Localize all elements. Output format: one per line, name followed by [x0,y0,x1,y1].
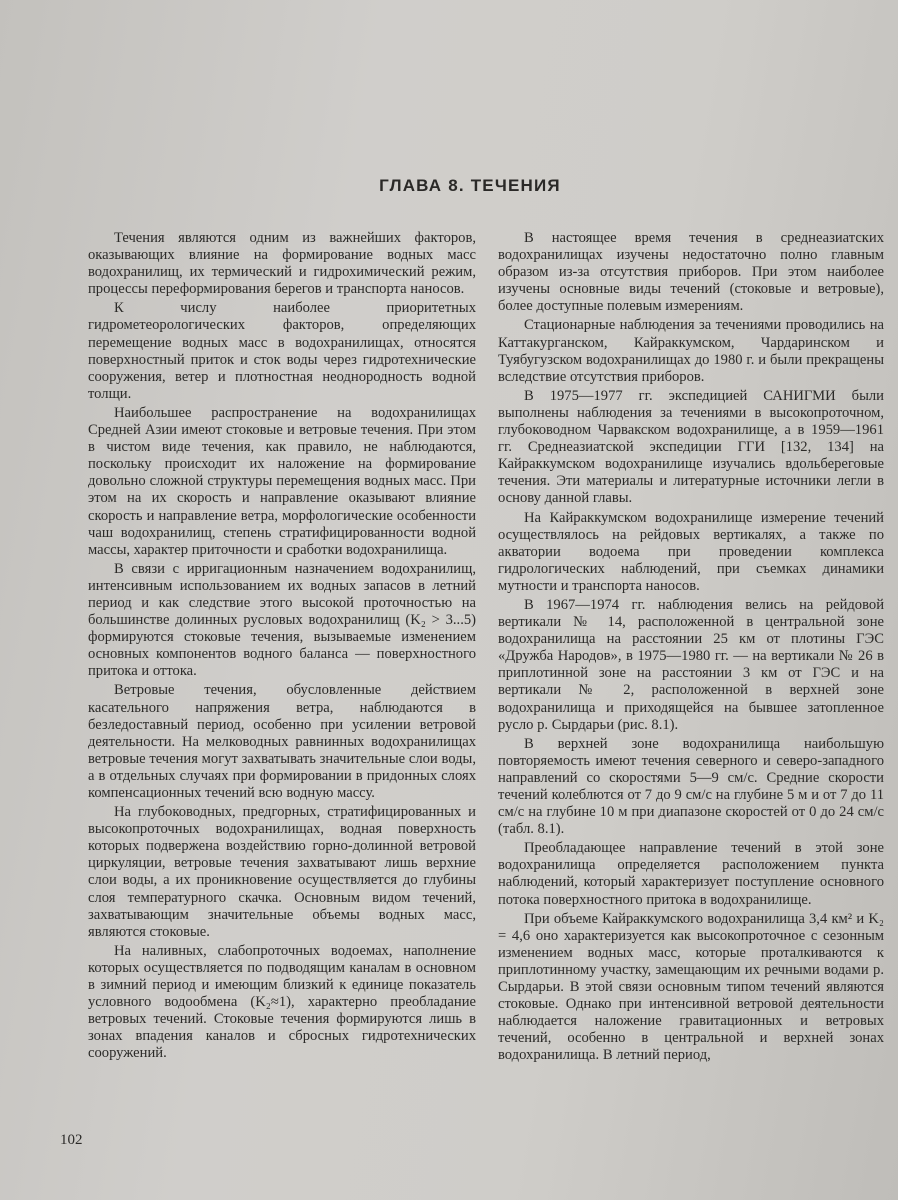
paragraph: В верхней зоне водохранилища наибольшую повторяемость имеют течения северного и северо-западного направлений со скоростями 5—9 см/с. Средние скорости течений колеблются от 7 до 9 см/с на глубине 5 м и от 7 до 11 см/с на глубине 10 м при диапазоне скоростей от 0 до 24 см/с (табл. 8.1). [498,735,884,838]
paragraph: К числу наиболее приоритетных гидрометеорологических факторов, определяющих перемещение водных масс в водохранилищах, относятся поверхностный приток и сток воды через гидротехнические сооружения, ветер и плотностная неоднородность водной толщи. [88,300,476,402]
paragraph: В настоящее время течения в среднеазиатских водохранилищах изучены недостаточно полно главным образом из-за отсутствия приборов. При этом наиболее изучены основные виды течений (стоковые и ветровые), более доступные полевым измерениям. [498,230,884,315]
page-number: 102 [60,1132,83,1148]
paragraph: На глубоководных, предгорных, стратифицированных и высокопроточных водохранилищах, водная поверхность которых подвержена воздействию горно-долинной ветровой циркуляции, ветровые течения захватывают лишь верхние слои воды, а их проникновение осуществляется до глубины слоя температурного скачка. Основным видом течений, захватывающим значительные объемы водных масс, являются стоковые. [88,804,476,940]
paragraph: На наливных, слабопроточных водоемах, наполнение которых осуществляется по подводящим каналам в основном в зимний период и имеющим близкий к единице показатель условного водообмена (K₂≈1), характерно преобладание ветровых течений. Стоковые течения формируются лишь в зонах впадения каналов и сбросных гидротехнических сооружений. [88,942,476,1062]
paragraph: В связи с ирригационным назначением водохранилищ, интенсивным использованием их водных запасов в летний период и как следствие этого высокой проточностью на большинстве долинных русловых водохранилищ (K₂ > 3...5) формируются стоковые течения, вызываемые изменением основных компонентов водного баланса — поверхностного притока и оттока. [88,560,476,680]
right-column [498,230,884,1067]
chapter-title: ГЛАВА 8. ТЕЧЕНИЯ [379,176,561,195]
left-column [88,230,476,1065]
paragraph: Преобладающее направление течений в этой зоне водохранилища определяется расположением пункта наблюдений, который характеризует поступление основного потока поверхностного притока в водохранилище. [498,840,884,908]
paragraph: Наибольшее распространение на водохранилищах Средней Азии имеют стоковые и ветровые течения. При этом в чистом виде течения, как правило, не наблюдаются, поскольку происходит их наложение на формирование довольно сложной структуры перемещения водных масс. При этом на их скорость и направление оказывают влияние скорость и направление ветра, морфологические особенности чаш водохранилищ, степень стратифицированности водной массы, характер приточности и сработки водохранилища. [88,404,476,558]
paragraph: Стационарные наблюдения за течениями проводились на Каттакурганском, Кайраккумском, Чардаринском и Туябугузском водохранилищах до 1980 г. и были прекращены вследствие отсутствия приборов. [498,317,884,385]
paragraph: В 1975—1977 гг. экспедицией САНИГМИ были выполнены наблюдения за течениями в высокопроточном, глубоководном Чарвакском водохранилище, а в 1959—1961 гг. Среднеазиатской экспедиции ГГИ [132, 134] на Кайраккумском водохранилище изучались вдольбереговые течения. Эти материалы и литературные источники легли в основу данной главы. [498,387,884,507]
paragraph: На Кайраккумском водохранилище измерение течений осуществлялось на рейдовых вертикалях, а также по акватории водоема при проведении комплекса гидрологических наблюдений, при съемках динамики мутности и транспорта наносов. [498,509,884,594]
paragraph: Течения являются одним из важнейших факторов, оказывающих влияние на формирование водных масс водохранилищ, их термический и гидрохимический режим, процессы переформирования берегов и транспорта наносов. [88,230,476,298]
paragraph: В 1967—1974 гг. наблюдения велись на рейдовой вертикали № 14, расположенной в центральной зоне водохранилища на расстоянии 25 км от плотины ГЭС «Дружба Народов», в 1975—1980 гг. — на вертикали № 26 в приплотинной зоне на расстоянии 3 км от ГЭС и на вертикали № 2, расположенной в верхней зоне водохранилища и приходящейся на бывшее затопленное русло р. Сырдарьи (рис. 8.1). [498,596,884,733]
paragraph: Ветровые течения, обусловленные действием касательного напряжения ветра, наблюдаются в безледоставный период, особенно при усилении ветровой деятельности. На мелководных равнинных водохранилищах ветровые течения могут захватывать значительные слои воды, а в отдельных случаях при формировании в придонных слоях компенсационных течений всю водную массу. [88,682,476,801]
paragraph: При объеме Кайраккумского водохранилища 3,4 км² и K₂ = 4,6 оно характеризуется как высокопроточное с сезонным изменением водных масс, которые проталкиваются к приплотинному участку, замещающим их речными водами р. Сырдарьи. В этой связи основным типом течений являются стоковые. Однако при интенсивной ветровой деятельности наблюдается наложение гравитационных и ветровых течений, особенно в центральной и верхней зонах водохранилища. В летний период, [498,910,884,1064]
